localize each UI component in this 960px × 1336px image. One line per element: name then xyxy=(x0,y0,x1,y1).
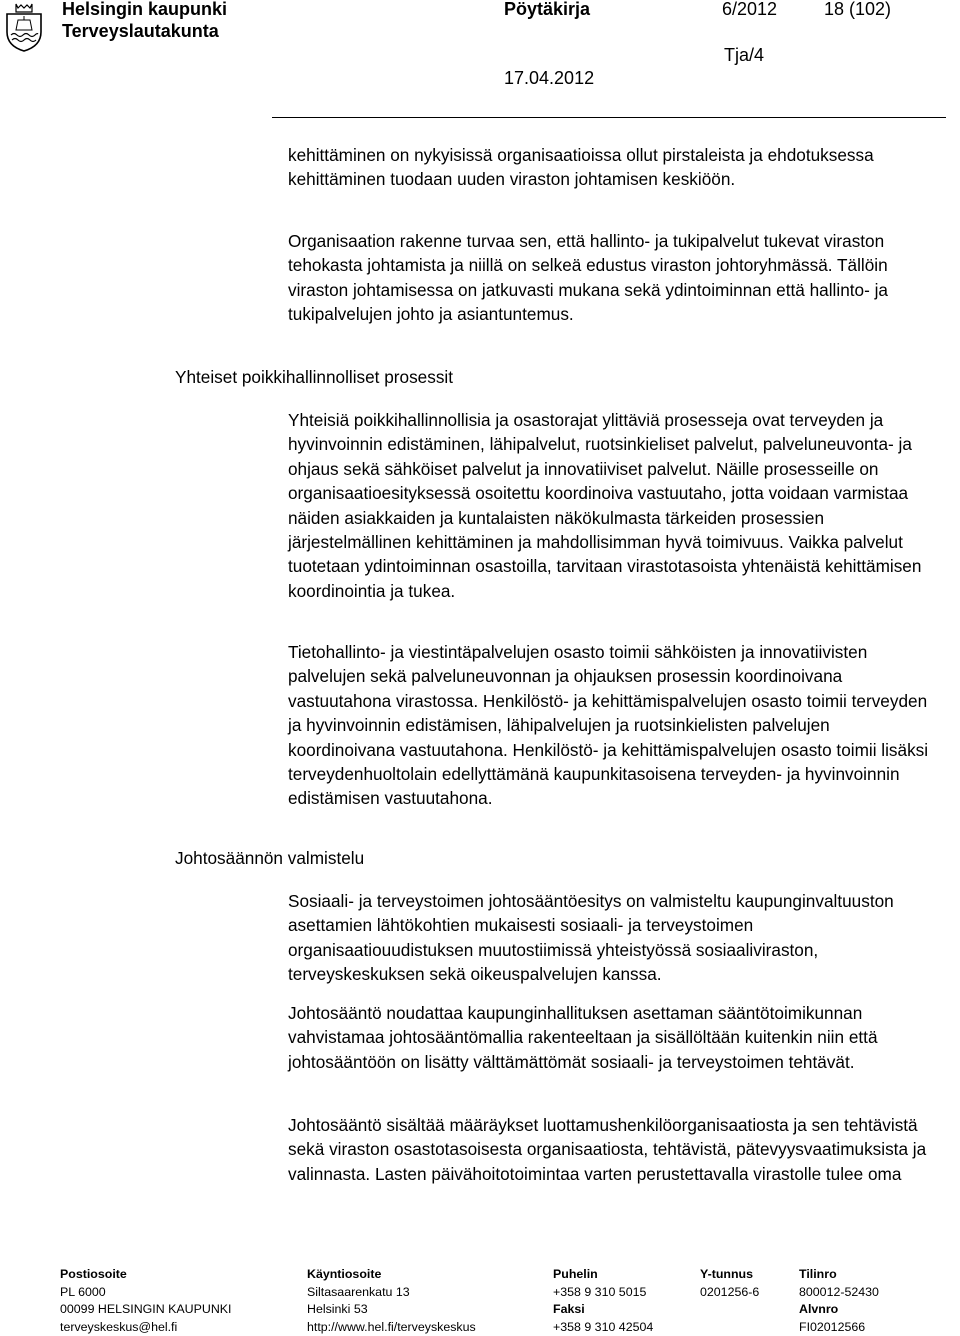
footer-value: FI02012566 xyxy=(799,1319,866,1334)
paragraph-text: Sosiaali- ja terveystoimen johtosääntöesitys on valmisteltu kaupunginvaltuuston asettamien lähtökohtien mukaisesti sosiaali- ja terveystoimen organisaatiouudistuksen muutostiimissä yhteistyössä sosiaaliviraston, terveyskeskuksen sekä oikeuspalvelujen kanssa. xyxy=(288,891,894,985)
paragraph-3 xyxy=(288,408,940,603)
footer-label: Tilinro xyxy=(799,1267,837,1281)
footer-label: Y-tunnus xyxy=(700,1267,753,1281)
footer-value: +358 9 310 5015 xyxy=(553,1284,647,1299)
header-divider xyxy=(272,117,946,118)
paragraph-5 xyxy=(288,889,940,987)
footer-account xyxy=(799,1266,879,1336)
footer-value: 800012-52430 xyxy=(799,1284,879,1299)
footer-value: Siltasaarenkatu 13 xyxy=(307,1284,410,1299)
document-type: Pöytäkirja xyxy=(504,0,591,19)
helsinki-coat-of-arms-icon xyxy=(4,2,44,52)
footer-label: Faksi xyxy=(553,1302,585,1317)
paragraph-text: Organisaation rakenne turvaa sen, että hallinto- ja tukipalvelut tukevat viraston tehokasta johtamista ja niillä on selkeä edustus viraston johtoryhmässä. Tällöin viraston johtamisessa on jatkuvasti mukana sekä ydintoiminnan että hallinto- ja tukipalvelujen johto ja asiantuntemus. xyxy=(288,231,888,325)
footer-business-id xyxy=(700,1266,759,1301)
page-number: 18 (102) xyxy=(824,0,892,19)
paragraph-7 xyxy=(288,1113,940,1186)
document-number: 6/2012 xyxy=(722,0,778,19)
section-heading-regulation: Johtosäännön valmistelu xyxy=(175,848,365,868)
paragraph-text: kehittäminen on nykyisissä organisaatioissa ollut pirstaleista ja ehdotuksessa kehittäminen tuodaan uuden viraston johtamisen keskiöön. xyxy=(288,145,874,190)
section-code: Tja/4 xyxy=(724,45,765,65)
paragraph-1 xyxy=(288,143,940,192)
section-heading-processes: Yhteiset poikkihallinnolliset prosessit xyxy=(175,367,454,387)
paragraph-text: Yhteisiä poikkihallinnollisia ja osastorajat ylittäviä prosesseja ovat terveyden ja hyvinvoinnin edistäminen, lähipalvelut, ruotsinkieliset palvelut, palveluneuvonta- ja ohjaus sekä sähköiset palvelut ja innovatiiviset palvelut. Näille prosesseille on organisaatioesityksessä osoitettu koordinoiva vastuutaho, jotta voidaan varmistaa näiden asiakkaiden ja kuntalaisten näkökulmasta tärkeiden prosessien järjestelmällinen kehittäminen ja mahdollisimman hyvä toimivuus. Vaikka palvelut tuotetaan ydintoiminnan osastoilla, tarvitaan virastotasoista yhtenäistä kehittämisen koordinointia ja tukea. xyxy=(288,410,922,601)
paragraph-4 xyxy=(288,640,940,811)
footer-label: Käyntiosoite xyxy=(307,1267,382,1281)
footer-value: +358 9 310 42504 xyxy=(553,1319,654,1334)
footer-website: http://www.hel.fi/terveyskeskus xyxy=(307,1319,476,1334)
footer-label: Puhelin xyxy=(553,1267,598,1281)
footer-value: 0201256-6 xyxy=(700,1284,760,1299)
paragraph-text: Johtosääntö noudattaa kaupunginhallituksen asettaman sääntötoimikunnan vahvistamaa johtosääntömallia rakenteeltaan ja sisällöltään kuitenkin niin että johtosääntöön on lisätty välttämättömät sosiaali- ja terveystoimen tehtävät. xyxy=(288,1003,878,1072)
paragraph-6 xyxy=(288,1001,940,1074)
paragraph-text: Tietohallinto- ja viestintäpalvelujen osasto toimii sähköisten ja innovatiivisten palvelujen sekä palveluneuvonnan ja ohjauksen prosessin koordinoivana vastuutahona virastossa. Henkilöstö- ja kehittämispalvelujen osasto toimii terveyden ja hyvinvoinnin edistämisen, lähipalvelujen ja ruotsinkielisten palvelujen koordinoivana vastuutahona. Henkilöstö- ja kehittämispalvelujen osasto toimii lisäksi terveydenhuoltolain edellyttämänä kaupunkitasoisena terveyden- ja hyvinvoinnin edistämisen vastuutahona. xyxy=(288,642,929,809)
footer-email: terveyskeskus@hel.fi xyxy=(60,1319,178,1334)
footer-label: Alvnro xyxy=(799,1302,839,1317)
footer-value: PL 6000 xyxy=(60,1284,106,1299)
footer-postal xyxy=(60,1266,231,1336)
footer-label: Postiosoite xyxy=(60,1267,127,1281)
paragraph-text: Johtosääntö sisältää määräykset luottamushenkilöorganisaatiosta ja sen tehtävistä sekä viraston osastotasoisesta organisaatiosta, tehtävistä, pätevyysvaatimuksista ja valinnasta. Lasten päivähoitotoimintaa varten perustettavalla virastolle tulee oma xyxy=(288,1115,927,1184)
board-name: Terveyslautakunta xyxy=(62,21,219,41)
paragraph-2 xyxy=(288,229,940,327)
footer-phone xyxy=(553,1266,653,1336)
footer-value: Helsinki 53 xyxy=(307,1302,368,1317)
footer-visiting xyxy=(307,1266,476,1336)
footer-value: 00099 HELSINGIN KAUPUNKI xyxy=(60,1302,232,1317)
organization-name: Helsingin kaupunki xyxy=(62,0,228,19)
meeting-date: 17.04.2012 xyxy=(504,68,595,88)
coat-of-arms-logo xyxy=(4,2,44,52)
